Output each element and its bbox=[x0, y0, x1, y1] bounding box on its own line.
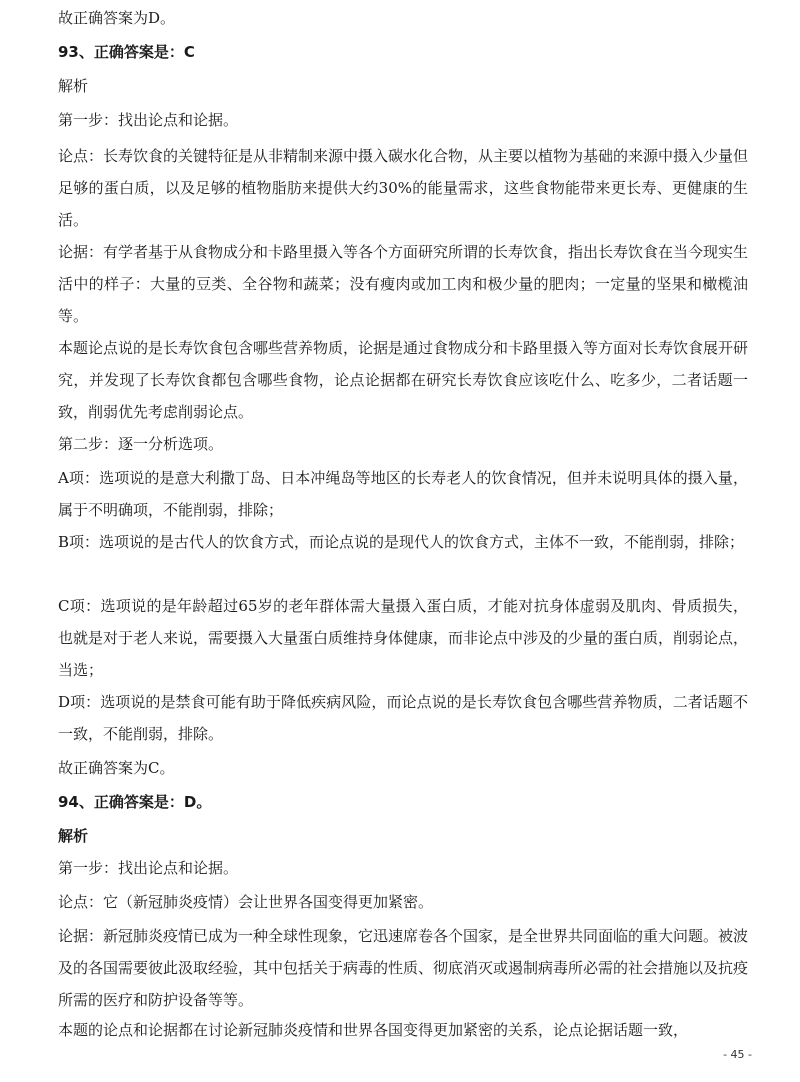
answer-conclusion-92: 故正确答案为D。 bbox=[58, 9, 176, 27]
page-number: - 45 - bbox=[723, 1048, 752, 1061]
answer-conclusion-93: 故正确答案为C。 bbox=[58, 759, 175, 777]
analysis-label-93: 解析 bbox=[58, 77, 89, 95]
argument-evidence-94: 论据：新冠肺炎疫情已成为一种全球性现象，它迅速席卷各个国家，是全世界共同面临的重大问题。被波及的各国需要彼此汲取经验，其中包括关于病毒的性质、彻底消灭或遏制病毒所必需的社会措施以及抗疫所需的医疗和防护设备等等。 bbox=[58, 927, 749, 1009]
step-one-93: 第一步：找出论点和论据。 bbox=[58, 111, 239, 129]
question-94-heading: 94、正确答案是：D。 bbox=[58, 793, 212, 811]
option-c-93: C项：选项说的是年龄超过65岁的老年群体需大量摄入蛋白质，才能对抗身体虚弱及肌肉、骨质损失，也就是对于老人来说，需要摄入大量蛋白质维持身体健康，而非论点中涉及的少量的蛋白质，削弱论点，当选； bbox=[58, 597, 749, 679]
option-d-93: D项：选项说的是禁食可能有助于降低疾病风险，而论点说的是长寿饮食包含哪些营养物质，二者话题不一致，不能削弱，排除。 bbox=[58, 693, 748, 743]
step-one-94: 第一步：找出论点和论据。 bbox=[58, 859, 239, 877]
option-b-93: B项：选项说的是古代人的饮食方式，而论点说的是现代人的饮食方式，主体不一致，不能削弱，排除； bbox=[58, 533, 745, 551]
argument-point-93: 论点：长寿饮食的关键特征是从非精制来源中摄入碳水化合物，从主要以植物为基础的来源中摄入少量但足够的蛋白质，以及足够的植物脂肪来提供大约30%的能量需求，这些食物能带来更长寿、更健康的生活。 bbox=[58, 147, 749, 229]
analysis-summary-93: 本题论点说的是长寿饮食包含哪些营养物质，论据是通过食物成分和卡路里摄入等方面对长寿饮食展开研究，并发现了长寿饮食都包含哪些食物，论点论据都在研究长寿饮食应该吃什么、吃多少，二者话题一致，削弱优先考虑削弱论点。 bbox=[58, 339, 749, 421]
argument-point-94: 论点：它（新冠肺炎疫情）会让世界各国变得更加紧密。 bbox=[58, 893, 434, 911]
question-93-heading: 93、正确答案是：C bbox=[58, 43, 195, 61]
analysis-label-94: 解析 bbox=[58, 827, 89, 845]
option-a-93: A项：选项说的是意大利撒丁岛、日本冲绳岛等地区的长寿老人的饮食情况，但并未说明具体的摄入量，属于不明确项，不能削弱，排除； bbox=[58, 469, 748, 519]
analysis-summary-94: 本题的论点和论据都在讨论新冠肺炎疫情和世界各国变得更加紧密的关系，论点论据话题一致， bbox=[58, 1021, 689, 1039]
argument-evidence-93: 论据：有学者基于从食物成分和卡路里摄入等各个方面研究所谓的长寿饮食，指出长寿饮食在当今现实生活中的样子：大量的豆类、全谷物和蔬菜；没有瘦肉或加工肉和极少量的肥肉；一定量的坚果和橄榄油等。 bbox=[58, 243, 749, 325]
step-two-93: 第二步：逐一分析选项。 bbox=[58, 435, 224, 453]
